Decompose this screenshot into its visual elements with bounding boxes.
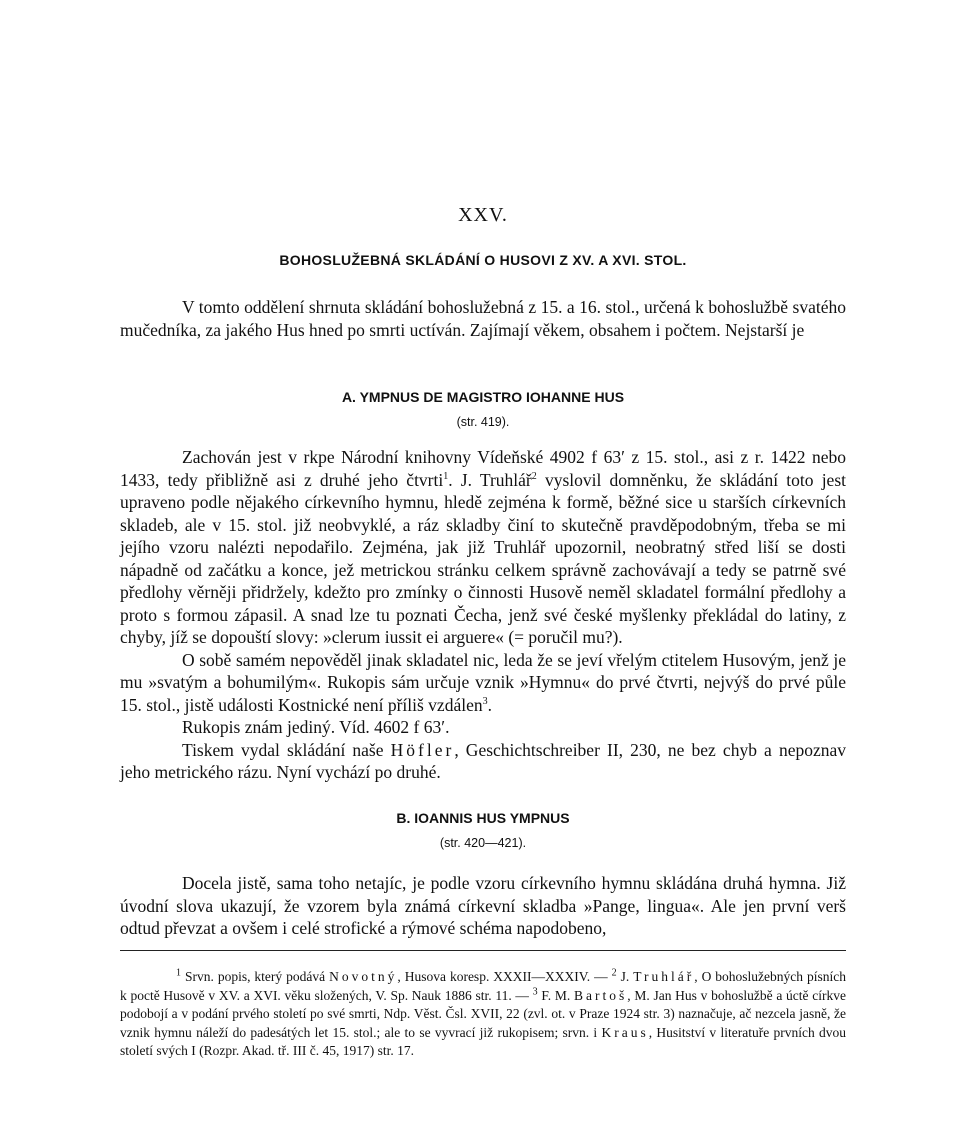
section-b-page-reference: (str. 420—421). bbox=[439, 836, 527, 850]
text-run: , Husova koresp. XXXII—XXXIV. — bbox=[397, 969, 612, 984]
text-run: , Geschichtschreiber II, 230, ne bez chyb a nepoznav jeho metrického rázu. Nyní vychází po druhé. bbox=[120, 739, 846, 782]
text-run: . bbox=[487, 694, 492, 715]
section-a-body bbox=[120, 446, 846, 784]
section-b-body bbox=[120, 872, 846, 940]
text-run: . J. Truhlář bbox=[448, 469, 532, 490]
section-b-paragraph-1: Docela jistě, sama toho netajíc, je podle vzoru církevního hymnu skládána druhá hymna. Již úvodní slova ukazují, že vzorem byla známá církevní skladba »Pange, lingua«. Ale jen první verš odtud převzat a ovšem i celé strofické a rýmové schéma napodobeno, bbox=[120, 873, 846, 938]
section-a-paragraph-2 bbox=[120, 649, 846, 717]
chapter-heading: BOHOSLUŽEBNÁ SKLÁDÁNÍ O HUSOVI Z XV. A XVI. STOL. bbox=[279, 252, 687, 268]
footnotes bbox=[120, 968, 846, 1061]
text-run: Srvn. popis, který podává bbox=[181, 969, 330, 984]
footnote-mark-2: 2 bbox=[611, 967, 617, 979]
footnote-ref-3[interactable]: 3 bbox=[482, 695, 488, 707]
text-run: O sobě samém nepověděl jinak skladatel nic, leda že se jeví vřelým ctitelem Husovým, jenž je mu »svatým a bohumilým«. Rukopis sám určuje vznik »Hymnu« do prvé čtvrti, nejvýš do prvé půle 15. stol., jistě události Kostnické není příliš vzdálen bbox=[120, 649, 846, 715]
text-run: Tiskem vydal skládání naše bbox=[182, 739, 391, 760]
section-a-paragraph-4 bbox=[120, 739, 846, 784]
section-a-paragraph-1 bbox=[120, 446, 846, 649]
author-name: Novotný bbox=[329, 969, 398, 984]
text-run: J. bbox=[616, 969, 634, 984]
text-run: vyslovil domněnku, že skládání toto jest upraveno podle nějakého církevního hymnu, hledě zejména k formě, běžné sice u starších církevních skladeb, ale v 15. stol. již neobvyklé, a ráz skladby činí to skutečně pravděpodobným, třeba se mi jejího vzoru nalézti nepodařilo. Zejména, jak již Truhlář upozornil, neobratný střed liší se dosti nápadně od začátku a konce, jež metrickou stránku celkem správně zachovávají a tedy se patrně své předlohy věrněji přidržely, kdežto pro zmínky o činnosti Husově neměl skladatel formální předlohy a proto s formou zápasil. A snad lze tu poznati Čecha, jenž své české myšlenky překládal do latiny, z chyby, jíž se dopouští slovy: »clerum iussit ei arguere« (= poručil mu?). bbox=[120, 469, 846, 647]
footnote-ref-1[interactable]: 1 bbox=[443, 470, 449, 482]
text-run: Zachován jest v rkpe Národní knihovny Vídeňské 4902 f 63′ z 15. stol., asi z r. 1422 nebo 1433, tedy přibližně asi z druhé jeho čtvrti bbox=[120, 447, 846, 490]
footnote-mark-1: 1 bbox=[176, 967, 181, 979]
author-name: Kraus bbox=[601, 1024, 649, 1040]
author-name: Bartoš bbox=[574, 987, 628, 1003]
section-a-page-reference: (str. 419). bbox=[456, 415, 510, 429]
author-name: Truhlář bbox=[633, 969, 695, 984]
text-run: , Husitství v literatuře prvních dvou století svých I (Rozpr. Akad. tř. III č. 45, 1917) str. 17. bbox=[120, 1024, 847, 1058]
section-b-title: B. IOANNIS HUS YMPNUS bbox=[396, 810, 570, 826]
footnote-mark-3: 3 bbox=[532, 986, 538, 997]
chapter-number: XXV. bbox=[458, 204, 508, 226]
intro-paragraph bbox=[120, 296, 846, 341]
footnote-ref-2[interactable]: 2 bbox=[531, 470, 537, 482]
footnote-divider bbox=[120, 950, 846, 951]
intro-text: V tomto oddělení shrnuta skládání bohoslužebná z 15. a 16. stol., určená k bohoslužbě svatého mučedníka, za jakého Hus hned po smrti uctíván. Zajímají věkem, obsahem i počtem. Nejstarší je bbox=[120, 297, 846, 340]
text-run: F. M. bbox=[537, 987, 575, 1003]
author-name: Höfler bbox=[390, 739, 455, 760]
footnote-block bbox=[120, 968, 846, 1061]
text-run: , M. Jan Hus v bohoslužbě a úctě církve podobojí a v podání prvého století po své smrti, Ndp. Věst. Čsl. XVII, 22 (zvl. ot. v Praze 1924 str. 3) naznačuje, ač nezcela jasně, že vznik hymnu náleží do padesátých let 15. stol.; ale to se vyvrací již rukopisem; srvn. i bbox=[120, 987, 846, 1040]
text-run: , O bohoslužebných písních k poctě Husově v XV. a XVI. věku složených, V. Sp. Nauk 1886 str. 11. — bbox=[120, 969, 846, 1003]
section-a-paragraph-3: Rukopis znám jediný. Víd. 4602 f 63′. bbox=[182, 717, 450, 737]
section-a-title: A. YMPNUS DE MAGISTRO IOHANNE HUS bbox=[341, 389, 625, 405]
